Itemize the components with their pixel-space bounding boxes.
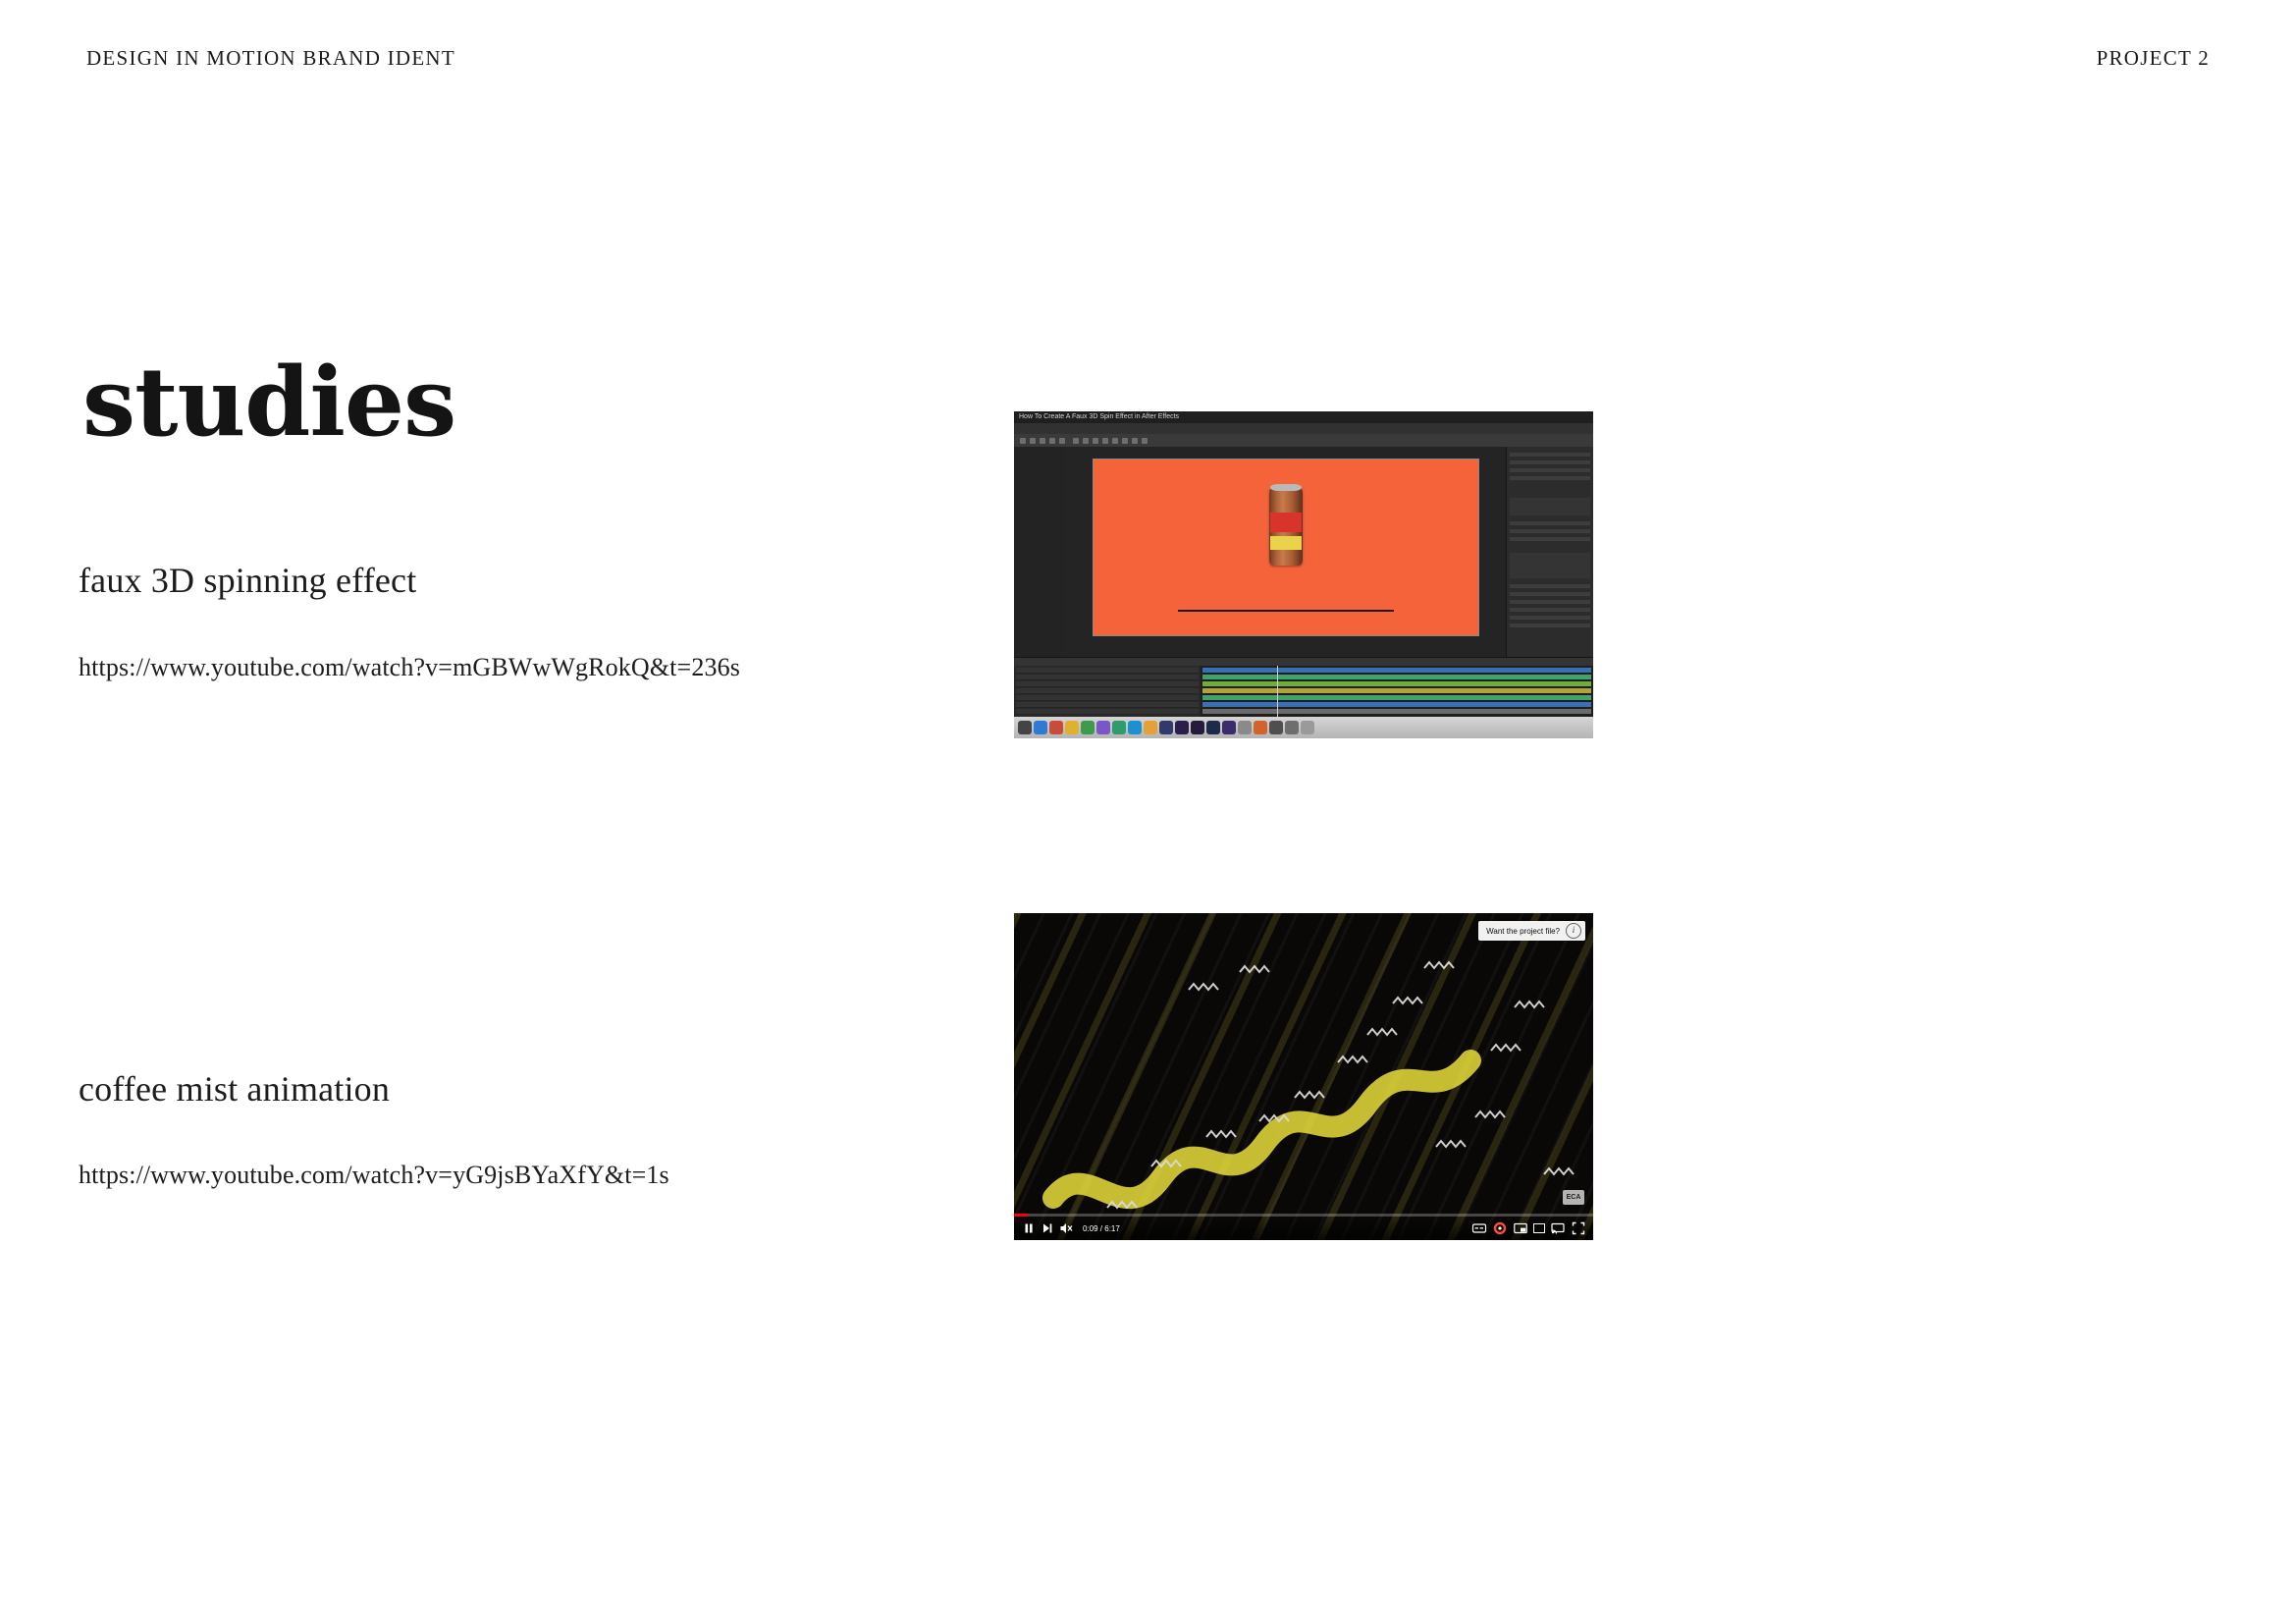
dock-icon-trash[interactable] bbox=[1301, 721, 1314, 734]
yt-animation-artwork bbox=[1014, 913, 1593, 1240]
ae-tool-rotate-icon[interactable] bbox=[1049, 438, 1055, 444]
ae-layer-row[interactable] bbox=[1016, 675, 1199, 680]
dock-icon-whatsapp[interactable] bbox=[1112, 721, 1126, 734]
dock-icon-finder[interactable] bbox=[1018, 721, 1032, 734]
ae-playhead[interactable] bbox=[1277, 666, 1278, 717]
ae-can-artwork bbox=[1269, 487, 1303, 566]
ae-tool-brush-icon[interactable] bbox=[1102, 438, 1108, 444]
fullscreen-button[interactable] bbox=[1571, 1220, 1586, 1236]
ae-layer-row[interactable] bbox=[1016, 681, 1199, 687]
settings-gear-icon[interactable] bbox=[1492, 1220, 1508, 1236]
pause-button[interactable] bbox=[1021, 1220, 1037, 1236]
ae-tool-zoom-icon[interactable] bbox=[1040, 438, 1045, 444]
ae-layer-row[interactable] bbox=[1016, 668, 1199, 674]
yt-control-bar[interactable] bbox=[1014, 1217, 1593, 1240]
miniplayer-button[interactable] bbox=[1513, 1220, 1528, 1236]
dock-icon-terminal[interactable] bbox=[1269, 721, 1283, 734]
yt-channel-watermark[interactable]: ECA bbox=[1563, 1190, 1584, 1205]
dock-icon-illustrator[interactable] bbox=[1175, 721, 1189, 734]
ae-timeline-layer-list[interactable] bbox=[1014, 666, 1201, 717]
ae-can-top-icon bbox=[1270, 484, 1302, 491]
ae-effects-panel[interactable] bbox=[1506, 447, 1593, 658]
ae-tool-bar[interactable] bbox=[1014, 434, 1593, 448]
next-video-button[interactable] bbox=[1040, 1220, 1055, 1236]
ae-timeline-panel[interactable] bbox=[1014, 657, 1593, 717]
ae-layer-row[interactable] bbox=[1016, 709, 1199, 715]
header-title-left: DESIGN IN MOTION BRAND IDENT bbox=[86, 45, 455, 70]
dock-icon-after-effects[interactable] bbox=[1206, 721, 1220, 734]
ae-layer-bar[interactable] bbox=[1202, 695, 1591, 700]
header-title-right: PROJECT 2 bbox=[2096, 45, 2210, 70]
ae-layer-row[interactable] bbox=[1016, 702, 1199, 708]
dock-icon-calendar[interactable] bbox=[1081, 721, 1095, 734]
ae-tool-eraser-icon[interactable] bbox=[1122, 438, 1128, 444]
ae-tool-roto-icon[interactable] bbox=[1132, 438, 1138, 444]
dock-icon-notes[interactable] bbox=[1065, 721, 1079, 734]
dock-icon-blender[interactable] bbox=[1238, 721, 1252, 734]
cast-button[interactable] bbox=[1550, 1220, 1566, 1236]
ae-timeline-header bbox=[1014, 658, 1593, 666]
yt-info-card-label: Want the project file? bbox=[1486, 926, 1560, 936]
ae-tool-hand-icon[interactable] bbox=[1030, 438, 1036, 444]
dock-icon-photoshop[interactable] bbox=[1159, 721, 1173, 734]
ae-composition-viewer[interactable] bbox=[1065, 447, 1507, 658]
ae-can-label-band-secondary bbox=[1270, 536, 1302, 550]
dock-icon-spotify[interactable] bbox=[1128, 721, 1142, 734]
captions-button[interactable] bbox=[1471, 1220, 1487, 1236]
ae-layer-bar[interactable] bbox=[1202, 675, 1591, 679]
yt-right-controls[interactable] bbox=[1471, 1220, 1586, 1236]
study-2-label: coffee mist animation bbox=[79, 1069, 391, 1109]
dock-icon-photos[interactable] bbox=[1096, 721, 1110, 734]
ae-can-label-band bbox=[1270, 513, 1302, 532]
dock-icon-cinema4d[interactable] bbox=[1254, 721, 1267, 734]
ae-ground-line bbox=[1178, 610, 1394, 612]
ae-tool-selection-icon[interactable] bbox=[1020, 438, 1026, 444]
dock-icon-premiere[interactable] bbox=[1222, 721, 1236, 734]
ae-layer-bar[interactable] bbox=[1202, 709, 1591, 714]
study-2-thumbnail[interactable] bbox=[1014, 913, 1593, 1240]
ae-layer-row[interactable] bbox=[1016, 695, 1199, 701]
ae-layer-bar[interactable] bbox=[1202, 688, 1591, 693]
ae-layer-bar[interactable] bbox=[1202, 681, 1591, 686]
study-1-label: faux 3D spinning effect bbox=[79, 561, 417, 600]
ae-composition-canvas[interactable] bbox=[1093, 459, 1479, 636]
dock-icon-safari[interactable] bbox=[1034, 721, 1047, 734]
ae-tool-camera-icon[interactable] bbox=[1059, 438, 1065, 444]
ae-timeline-tracks[interactable] bbox=[1201, 666, 1593, 717]
macos-dock[interactable] bbox=[1014, 717, 1593, 738]
study-2-url[interactable]: https://www.youtube.com/watch?v=yG9jsBYaXfY&t=1s bbox=[79, 1161, 669, 1189]
page-header bbox=[86, 43, 2210, 73]
yt-timestamp: 0:09 / 6:17 bbox=[1083, 1223, 1120, 1233]
info-icon[interactable]: i bbox=[1566, 923, 1581, 939]
dock-icon-slack[interactable] bbox=[1144, 721, 1157, 734]
ae-tool-shape-icon[interactable] bbox=[1093, 438, 1098, 444]
dock-icon-mail[interactable] bbox=[1049, 721, 1063, 734]
ae-layer-bar[interactable] bbox=[1202, 702, 1591, 707]
study-1-thumbnail[interactable] bbox=[1014, 411, 1593, 738]
ae-window-title: How To Create A Faux 3D Spin Effect in After Effects bbox=[1014, 411, 1593, 423]
theater-mode-button[interactable] bbox=[1533, 1223, 1545, 1233]
page-title: studies bbox=[82, 347, 456, 458]
dock-icon-indesign[interactable] bbox=[1191, 721, 1204, 734]
ae-tool-text-icon[interactable] bbox=[1083, 438, 1089, 444]
ae-project-panel[interactable] bbox=[1014, 447, 1066, 658]
yt-info-card[interactable] bbox=[1478, 921, 1585, 941]
ae-layer-bar[interactable] bbox=[1202, 668, 1591, 673]
study-1-url[interactable]: https://www.youtube.com/watch?v=mGBWwWgRokQ&t=236s bbox=[79, 653, 740, 681]
mute-button[interactable] bbox=[1058, 1220, 1074, 1236]
ae-tool-pen-icon[interactable] bbox=[1073, 438, 1079, 444]
ae-layer-row[interactable] bbox=[1016, 688, 1199, 694]
ae-tool-clone-icon[interactable] bbox=[1112, 438, 1118, 444]
dock-icon-settings[interactable] bbox=[1285, 721, 1299, 734]
yt-video-surface[interactable] bbox=[1014, 913, 1593, 1240]
ae-tool-puppet-icon[interactable] bbox=[1142, 438, 1148, 444]
